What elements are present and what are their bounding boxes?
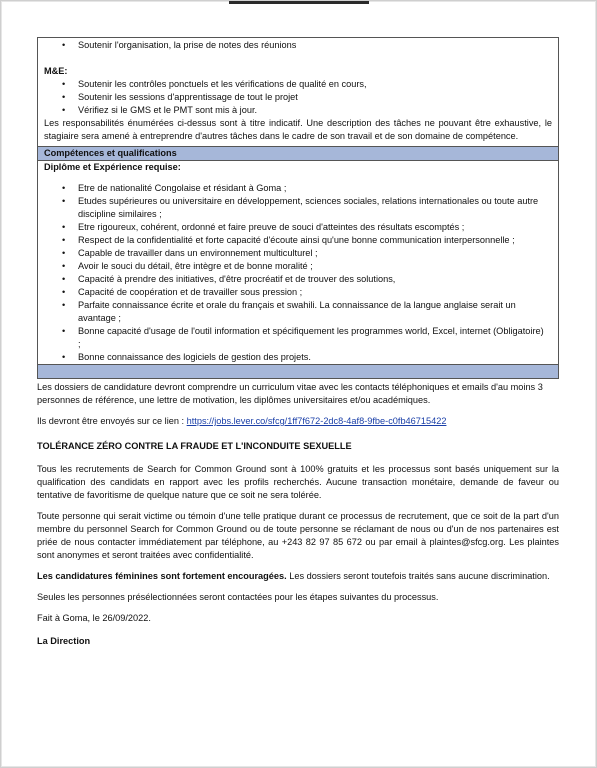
bullet-icon: • (62, 352, 66, 362)
bullet-icon: • (62, 222, 66, 232)
list-item: • Soutenir l'organisation, la prise de notes des réunions (62, 40, 297, 50)
signature: La Direction (37, 636, 91, 646)
list-item: • Etre rigoureux, cohérent, ordonné et faire preuve de souci d'atteintes des résultats escomptés ; (62, 222, 465, 232)
skills-footer-bar (38, 364, 558, 378)
application-link[interactable]: https://jobs.lever.co/sfcg/1ff7f672-2dc8-4af8-9fbe-c0fb46715422 (186, 416, 447, 426)
skills-header: Compétences et qualifications (38, 146, 558, 161)
bullet-icon: • (62, 92, 66, 102)
preselection-note: Seules les personnes présélectionnées seront contactées pour les étapes suivantes du processus. (37, 592, 439, 602)
bullet-icon: • (62, 196, 66, 206)
bullet-icon: • (62, 287, 66, 297)
me-bullet-list (44, 78, 552, 117)
women-encouraged-paragraph: Les candidatures féminines sont fortement encouragées. Les dossiers seront toutefois traités sans aucune discrimination. (37, 571, 550, 581)
list-item: • Soutenir les sessions d'apprentissage de tout le projet (62, 92, 298, 102)
document-content (37, 37, 559, 648)
list-item: • Etudes supérieures ou universitaire en développement, sciences sociales, relations internationales ou toute autre discipline similaires ; (62, 196, 539, 219)
send-instructions: Ils devront être envoyés sur ce lien : https://jobs.lever.co/sfcg/1ff7f672-2dc8-4af8-9fbe-c0fb46715422 (37, 416, 447, 426)
skills-subheader: Diplôme et Expérience requise: (44, 162, 181, 172)
list-item: • Etre de nationalité Congolaise et résidant à Goma ; (62, 183, 287, 193)
list-item: • Vérifiez si le GMS et le PMT sont mis à jour. (62, 105, 258, 115)
list-item: • Capacité à prendre des initiatives, d'être procréatif et de trouver des solutions, (62, 274, 396, 284)
application-documents-text: Les dossiers de candidature devront comprendre un curriculum vitae avec les contacts téléphoniques et emails d'au moins 3 personnes de référence, une lettre de motivation, les diplômes universitaires et/ou académiques. (37, 382, 543, 405)
responsibilities-box (37, 37, 559, 379)
bullet-icon: • (62, 40, 66, 50)
zero-tolerance-paragraph-2: Toute personne qui serait victime ou témoin d'une telle pratique durant ce processus de recrutement, que ce soit de la part d'un membre du personnel Search for Common Ground ou de toute personne se réclamant de nous ou d'un de nos partenaires est priée de nous contacter immédiatement par téléphone, au +243 82 97 85 672 ou par email à plaintes@sfcg.org. Les plaintes sont anonymes et seront traitées avec confidentialité. (37, 511, 559, 560)
bullet-icon: • (62, 105, 66, 115)
bullet-icon: • (62, 248, 66, 258)
list-item: • Bonne capacité d'usage de l'outil information et spécifiquement les programmes world, Excel, internet (Obligatoire) ; (62, 326, 544, 349)
responsibilities-note: Les responsabilités énumérées ci-dessus sont à titre indicatif. Une description des tâches ne pouvant être exhaustive, le stagiaire sera amené à entreprendre d'autres tâches dans le cadre de son travail et de son domaine de compétence. (44, 118, 552, 141)
zero-tolerance-paragraph-1: Tous les recrutements de Search for Common Ground sont à 100% gratuits et les processus sont basés uniquement sur la qualification des candidats en rapport avec les profils recherchés. Aucune transaction monétaire, demande de faveur ou tentative de favoritisme de quelque nature que ce soit ne sera tolérée. (37, 464, 559, 500)
me-title: M&E: (44, 66, 68, 76)
list-item: • Capacité de coopération et de travailler sous pression ; (62, 287, 303, 297)
bullet-icon: • (62, 261, 66, 271)
bullet-icon: • (62, 300, 66, 310)
list-item: • Parfaite connaissance écrite et orale du français et swahili. La connaissance de la langue anglaise serait un avantage ; (62, 300, 516, 323)
skills-list (44, 182, 552, 364)
bullet-icon: • (62, 326, 66, 336)
bullet-icon: • (62, 183, 66, 193)
bullet-icon: • (62, 235, 66, 245)
bullet-icon: • (62, 79, 66, 89)
list-item: • Soutenir les contrôles ponctuels et les vérifications de qualité en cours, (62, 79, 367, 89)
page-top-tab (229, 1, 369, 4)
list-item: • Respect de la confidentialité et forte capacité d'écoute ainsi qu'une bonne communication interpersonnelle ; (62, 235, 515, 245)
list-item: • Bonne connaissance des logiciels de gestion des projets. (62, 352, 311, 362)
bullet-icon: • (62, 274, 66, 284)
zero-tolerance-title: TOLÉRANCE ZÉRO CONTRE LA FRAUDE ET L'INCONDUITE SEXUELLE (37, 441, 352, 451)
list-item: • Capable de travailler dans un environnement multiculturel ; (62, 248, 318, 258)
date-line: Fait à Goma, le 26/09/2022. (37, 613, 151, 623)
top-bullet-list (44, 39, 552, 52)
list-item: • Avoir le souci du détail, être intègre et de bonne moralité ; (62, 261, 313, 271)
